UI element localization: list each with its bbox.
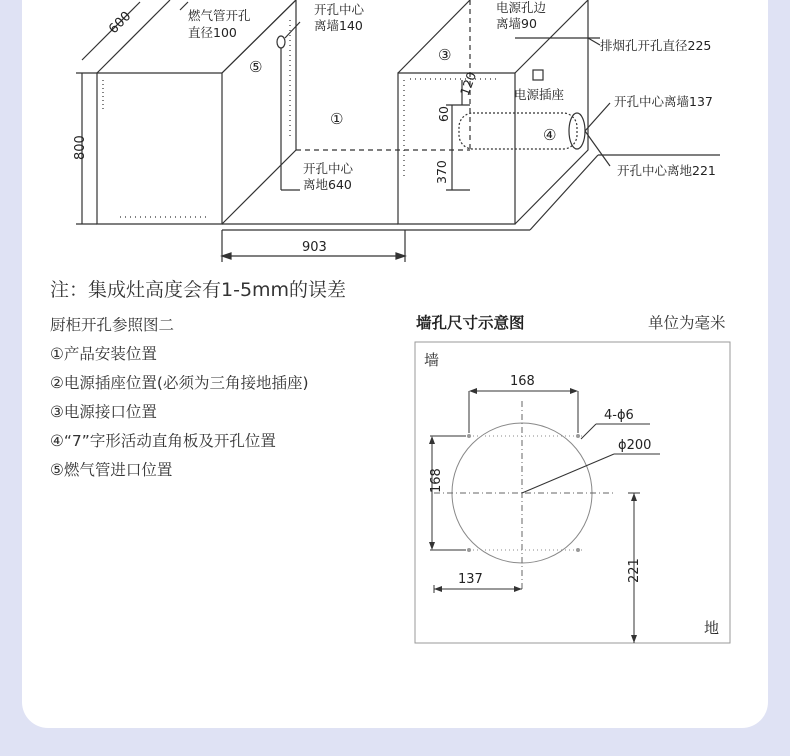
floor-label: 地 bbox=[704, 619, 720, 637]
exhaust-diameter-label: 排烟孔开孔直径225 bbox=[600, 38, 712, 53]
power-edge-line2: 离墙90 bbox=[496, 16, 537, 31]
center-floor-line1: 开孔中心 bbox=[303, 161, 354, 176]
gas-label-line1: 燃气管开孔 bbox=[188, 8, 251, 23]
dim-903-label: 903 bbox=[302, 240, 327, 255]
gas-label-line2: 直径100 bbox=[188, 25, 237, 40]
dim-left-label: 168 bbox=[429, 468, 444, 493]
marker-3: ③ bbox=[438, 46, 452, 64]
hole-diagram-title: 墙孔尺寸示意图 bbox=[416, 314, 525, 332]
unit-label: 单位为毫米 bbox=[648, 314, 726, 332]
marker-5: ⑤ bbox=[249, 58, 263, 76]
power-socket-label: 电源插座 bbox=[514, 87, 565, 102]
wall-label: 墙 bbox=[424, 351, 440, 369]
marker-1: ① bbox=[330, 110, 344, 128]
exhaust-floor-label: 开孔中心离地221 bbox=[617, 163, 716, 178]
marker-4: ④ bbox=[543, 126, 557, 144]
cabinet-isometric-diagram bbox=[0, 0, 790, 270]
legend-heading: 厨柜开孔参照图二 bbox=[50, 316, 175, 334]
dim-right-label: 221 bbox=[627, 558, 642, 583]
dim-800-label: 800 bbox=[73, 135, 88, 160]
diameter-label: ϕ200 bbox=[618, 438, 652, 453]
left-cabinet-front bbox=[97, 73, 222, 224]
center-floor-line2: 离地640 bbox=[303, 177, 352, 192]
dim-bottom-label: 137 bbox=[458, 572, 483, 587]
wall-hole-diagram bbox=[414, 341, 732, 645]
screw-hole-label: 4-ϕ6 bbox=[604, 408, 634, 423]
legend-item: ②电源插座位置(必须为三角接地插座) bbox=[50, 374, 309, 392]
legend-item: ⑤燃气管进口位置 bbox=[50, 461, 173, 479]
center-wall-line1: 开孔中心 bbox=[314, 2, 365, 17]
tolerance-note: 注：集成灶高度会有1-5mm的误差 bbox=[50, 279, 347, 301]
dim-top-label: 168 bbox=[510, 374, 535, 389]
dim-60-label: 60 bbox=[436, 106, 451, 122]
center-wall-line2: 离墙140 bbox=[314, 18, 363, 33]
power-edge-line1: 电源孔边 bbox=[496, 0, 547, 15]
legend-item: ③电源接口位置 bbox=[50, 403, 157, 421]
dim-120-label: 120 bbox=[456, 69, 480, 98]
dim-370-label: 370 bbox=[434, 160, 449, 184]
legend-item: ①产品安装位置 bbox=[50, 345, 157, 363]
legend-list bbox=[50, 311, 309, 485]
dim-600-label: 600 bbox=[106, 8, 135, 38]
right-cabinet-front bbox=[398, 73, 515, 224]
legend-item: ④“7”字形活动直角板及开孔位置 bbox=[50, 432, 276, 450]
exhaust-wall-label: 开孔中心离墙137 bbox=[614, 94, 713, 109]
